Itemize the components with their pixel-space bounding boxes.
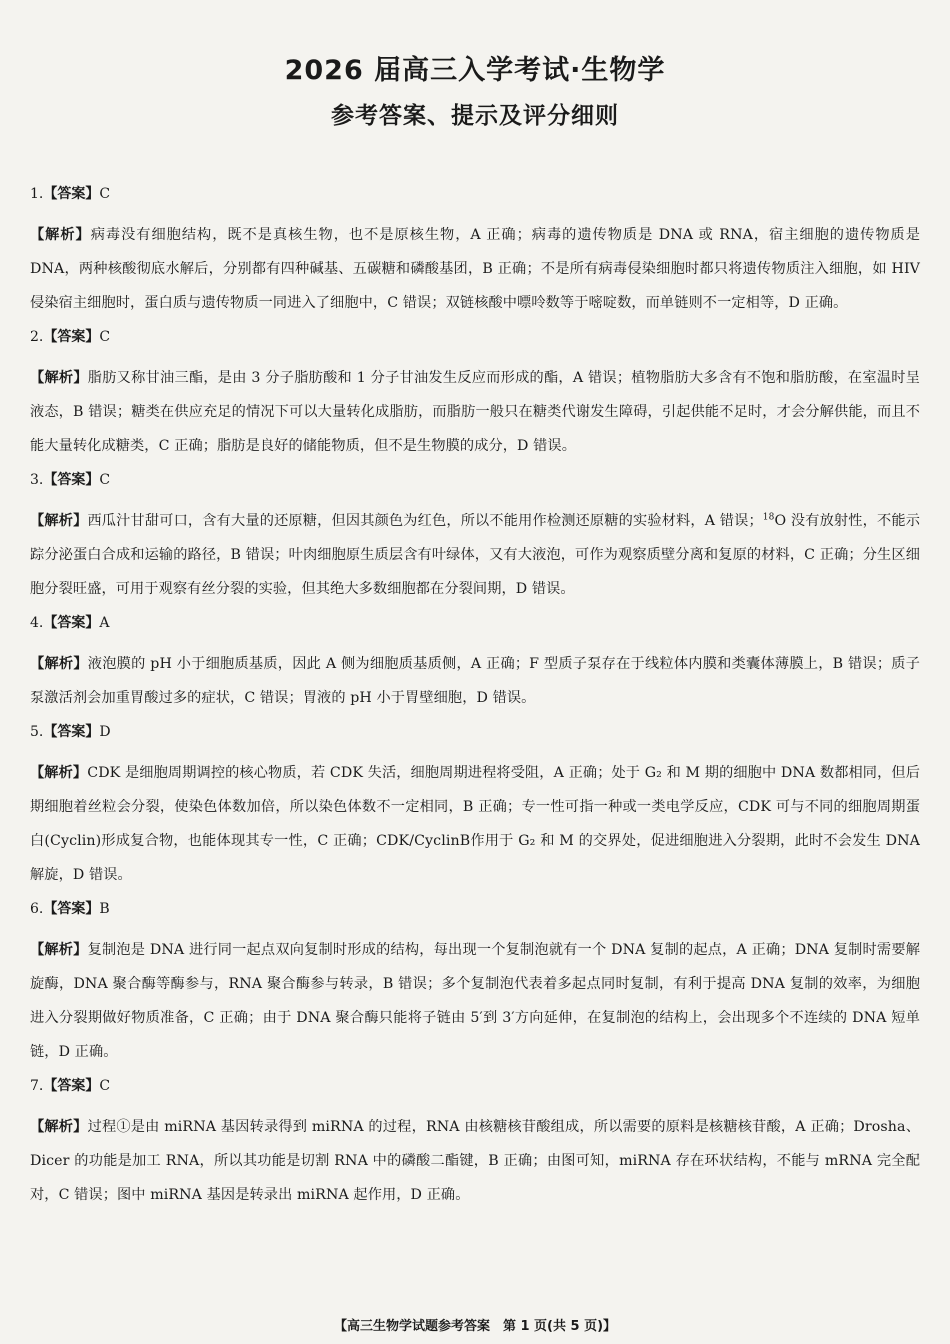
explanation	[30, 1110, 920, 1212]
question-number: 2.	[30, 329, 44, 345]
explanation-text-part2: O 没有放射性，不能示踪分泌蛋白合成和运输的路径，B 错误；叶肉细胞原生质层含有叶绿体，又有大液泡，可作为观察质壁分离和复原的材料，C 正确；分生区细胞分裂旺盛，可用于观察有丝分裂的实验，但其绝大多数细胞都在分裂间期，D 错误。	[30, 513, 921, 597]
answer-label: 【答案】	[43, 724, 100, 740]
answer-line	[30, 1075, 920, 1097]
explanation-label: 【解析】	[30, 370, 88, 386]
page-title: 2026 届高三入学考试·生物学	[284, 55, 666, 86]
answer-value: D	[99, 724, 111, 740]
answer-line	[30, 612, 920, 634]
answer-value: C	[99, 329, 111, 345]
explanation	[30, 218, 920, 320]
answer-value: A	[99, 615, 110, 631]
explanation-label: 【解析】	[30, 1119, 88, 1135]
answer-label: 【答案】	[43, 1078, 100, 1094]
explanation-label: 【解析】	[30, 765, 88, 781]
question-number: 4.	[30, 615, 44, 631]
explanation-label: 【解析】	[30, 227, 91, 243]
explanation	[30, 361, 920, 463]
explanation-text: 过程①是由 miRNA 基因转录得到 miRNA 的过程，RNA 由核糖核苷酸组成，所以需要的原料是核糖核苷酸，A 正确；Drosha、Dicer 的功能是加工 RNA，所以其功能是切割 RNA 中的磷酸二酯键，B 正确；由图可知，miRNA 存在环状结构，不能与 mRNA 完全配对，C 错误；图中 miRNA 基因是转录出 miRNA 起作用，D 正确。	[30, 1119, 920, 1203]
isotope-superscript: 18	[762, 512, 775, 523]
question-number: 7.	[30, 1078, 44, 1094]
page-subtitle: 参考答案、提示及评分细则	[331, 103, 619, 129]
answer-label: 【答案】	[43, 901, 100, 917]
explanation-text: 复制泡是 DNA 进行同一起点双向复制时形成的结构，每出现一个复制泡就有一个 DNA 复制的起点，A 正确；DNA 复制时需要解旋酶，DNA 聚合酶等酶参与，RNA 聚合酶参与转录，B 错误；多个复制泡代表着多起点同时复制，有利于提高 DNA 复制的效率，为细胞进入分裂期做好物质准备，C 正确；由于 DNA 聚合酶只能将子链由 5′到 3′方向延伸，在复制泡的结构上，会出现多个不连续的 DNA 短单链，D 正确。	[30, 942, 921, 1060]
answer-line	[30, 469, 920, 491]
answer-list	[30, 183, 920, 1218]
answer-label: 【答案】	[43, 329, 100, 345]
question-2	[30, 326, 920, 463]
answer-label: 【答案】	[43, 615, 100, 631]
explanation	[30, 756, 920, 892]
answer-line	[30, 721, 920, 743]
question-number: 6.	[30, 901, 44, 917]
explanation	[30, 647, 920, 715]
explanation-text: 脂肪又称甘油三酯，是由 3 分子脂肪酸和 1 分子甘油发生反应而形成的酯，A 错误；植物脂肪大多含有不饱和脂肪酸，在室温时呈液态，B 错误；糖类在供应充足的情况下可以大量转化成脂肪，而脂肪一般只在糖类代谢发生障碍，引起供能不足时，才会分解供能，而且不能大量转化成糖类，C 正确；脂肪是良好的储能物质，但不是生物膜的成分，D 错误。	[30, 370, 920, 454]
answer-value: C	[99, 1078, 111, 1094]
explanation-text-part1: 西瓜汁甘甜可口，含有大量的还原糖，但因其颜色为红色，所以不能用作检测还原糖的实验材料，A 错误；	[87, 513, 763, 529]
question-7	[30, 1075, 920, 1212]
question-6	[30, 898, 920, 1069]
question-number: 1.	[30, 186, 44, 202]
question-4	[30, 612, 920, 715]
answer-label: 【答案】	[43, 472, 100, 488]
answer-line	[30, 898, 920, 920]
explanation-label: 【解析】	[30, 942, 88, 958]
answer-value: C	[99, 472, 111, 488]
question-5	[30, 721, 920, 892]
answer-line	[30, 183, 920, 205]
explanation	[30, 933, 920, 1069]
explanation	[30, 504, 920, 606]
answer-value: B	[99, 901, 110, 917]
explanation-text: 液泡膜的 pH 小于细胞质基质，因此 A 侧为细胞质基质侧，A 正确；F 型质子泵存在于线粒体内膜和类囊体薄膜上，B 错误；质子泵激活剂会加重胃酸过多的症状，C 错误；胃液的 pH 小于胃壁细胞，D 错误。	[30, 656, 920, 706]
answer-value: C	[99, 186, 111, 202]
explanation-label: 【解析】	[30, 656, 88, 672]
question-3	[30, 469, 920, 606]
answer-line	[30, 326, 920, 348]
explanation-text: CDK 是细胞周期调控的核心物质，若 CDK 失活，细胞周期进程将受阻，A 正确；处于 G₂ 和 M 期的细胞中 DNA 数都相同，但后期细胞着丝粒会分裂，使染色体数加倍，所以染色体数不一定相同，B 正确；专一性可指一种或一类电学反应，CDK 可与不同的细胞周期蛋白(Cyclin)形成复合物，也能体现其专一性，C 正确；CDK/CyclinB作用于 G₂ 和 M 的交界处，促进细胞进入分裂期，此时不会发生 DNA 解旋，D 错误。	[30, 765, 921, 883]
answer-label: 【答案】	[43, 186, 100, 202]
question-number: 3.	[30, 472, 44, 488]
page-footer: 【高三生物学试题参考答案 第 1 页(共 5 页)】	[333, 1319, 617, 1334]
question-1	[30, 183, 920, 320]
explanation-text: 病毒没有细胞结构，既不是真核生物，也不是原核生物，A 正确；病毒的遗传物质是 DNA 或 RNA，宿主细胞的遗传物质是 DNA，两种核酸彻底水解后，分别都有四种碱基、五碳糖和磷酸基团，B 正确；不是所有病毒侵染细胞时都只将遗传物质注入细胞，如 HIV 侵染宿主细胞时，蛋白质与遗传物质一同进入了细胞中，C 错误；双链核酸中嘌呤数等于嘧啶数，而单链则不一定相等，D 正确。	[30, 227, 920, 311]
explanation-label: 【解析】	[30, 513, 88, 529]
question-number: 5.	[30, 724, 44, 740]
